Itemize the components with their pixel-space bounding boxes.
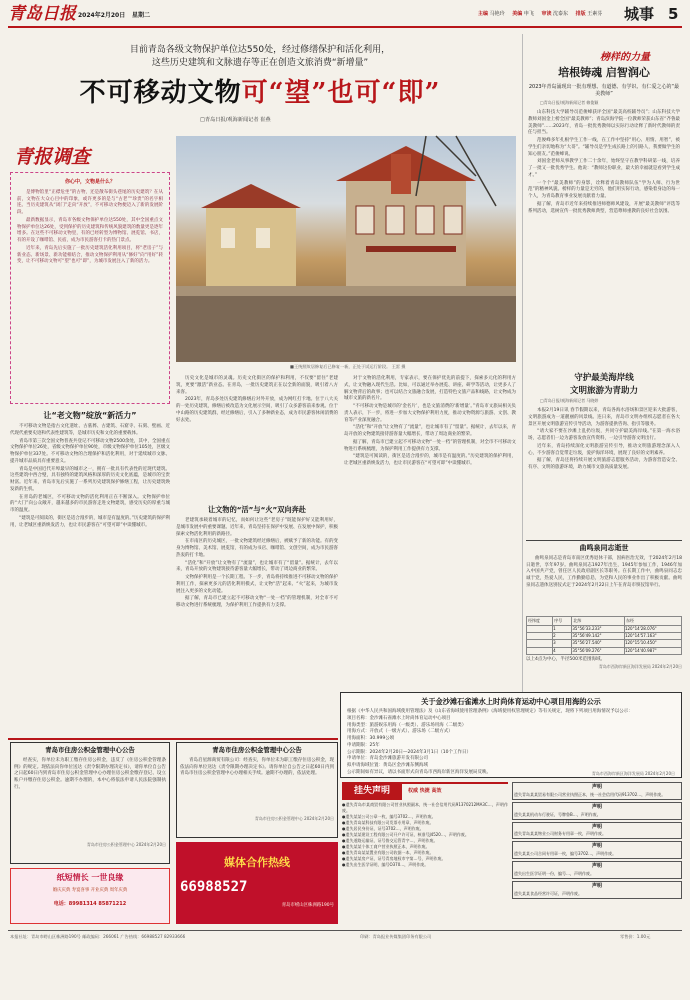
page-number: 5 [668,5,679,23]
right-notice-title: 声明 [591,882,602,889]
table-cell: 120°14'28.076" [624,626,681,633]
sidebar-mid-byline: □青岛日报/观海新闻记者 马晓婷 [540,398,599,403]
para: 据了解，青岛还将持续开展文明旅游志愿服务活动，为游客营造安全、有序、文明的旅游环境，助力城市文旅高质量发展。 [528,458,680,470]
column3-body [344,376,516,680]
right-notice-title: 声明 [591,803,602,810]
table-header-cell: 序号 [553,616,572,625]
para: 据了解，青岛市已建立起不可移动文物“一处一档”的管理机制，对全市不可移动文物进行系统梳理，为保护利用工作提供有力支撑。 [176,596,338,608]
media-ad [176,842,338,924]
gjj-title: 青岛市住房公积金管理中心公告 [45,746,135,754]
notice-line: 公示期间如有异议，请以书面形式向青岛市西海岸新区海洋发展局反映。 [347,769,491,775]
ad-tel: 电话：89981314 85871212 [53,901,127,908]
lost-notices-head [342,784,402,800]
right-notice-body: 遗失某某公司合同专用章一枚，编号3702…，声明作废。 [514,851,617,856]
section2-heading: 让文物的“活”与“火”双向奔赴 [208,505,306,514]
right-notice-body: 遗失青岛某某物业公司财务专用章一枚，声明作废。 [514,831,606,837]
para: 近年来，青岛持续深化文明旅游宣传引导，推动文明旅游理念深入人心，不少游客自觉带走垃圾，爱护海洋环境，展现了良好的文明素养。 [528,443,680,456]
ad-subtitle: 婚庆庆典 寿宴喜事 开业庆典 周年庆典 [52,888,128,894]
title-line: 文明旅游为青助力 [569,386,638,397]
section-name: 城事 [624,5,655,23]
table-row [527,633,682,640]
gjj-notice-1 [10,742,170,864]
credit-label: 审读 [541,11,552,17]
notice-line: 用海面积：30.999公顷 [347,736,395,742]
para: 经查实，你单位未为职工缴存住房公积金，违反了《住房公积金管理条例》的规定。现依法向你单位送达《责令限期办理决定书》，请你单位自公告之日起60日内到青岛市住房公积金管理中心办理住房公积金缴存登记、设立账户并缴存住房公积金。逾期不办理的，本中心将依法申请人民法院强制执行。 [14,757,166,790]
sidebar-mid-body [528,408,680,532]
coordinates-table [526,616,682,655]
para: 在青岛的老城区，不可移动文物的活化利用正在不断深入。文物保护单位的“大门”向公众敞开，越来越多的市民游客走进文物建筑，感受历史的厚重与城市的温度。 [10,494,170,513]
list-item: ●遗失青岛某某置业有限公司收据一本，声明作废。 [342,849,434,855]
right-notice [512,822,682,840]
para: 据了解，青岛市近年来持续推进师德师风建设，开展“最美教师”评选等系列活动，选树宣传一批优秀教师典型，营造尊师重教的良好社会氛围。 [528,201,680,214]
table-header-cell: 北纬 [572,616,625,625]
para: “建筑是可阅读的，街区是适合漫步的，城市是有温度的。”历史建筑的保护利用，让老城区重新焕发活力，也让市民游客在“可望可即”中读懂城市。 [344,454,516,466]
para: 青岛市第三次全国文物普查共登记不可移动文物2500余处，其中，全国重点文物保护单位26处，省级文物保护单位90处，市级文物保护单位105处，区级文物保护单位337处。不可移动文物的合理保护和活化利用，对于延续城市文脉、提升城市品质具有重要意义。 [10,438,170,464]
table-cell: 35°56'33.233" [572,626,625,633]
lead-byline: □青岛日报/观海新闻记者 崔燕 [200,117,271,123]
ads-rule [8,738,338,740]
gjj-title: 青岛市住房公积金管理中心公告 [212,746,302,754]
sidebar-mid-title [528,372,680,398]
credit-label: 排版 [575,11,586,17]
list-item: ●遗失青岛市某商贸有限公司营业执照副本，统一社会信用代码91370212MA3C…，声明作废。 [342,801,508,813]
para: 一个个“最美教师”的身影，诠释着青岛教师队伍“学为人师、行为世范”的精神风貌。榜样的力量是无穷的，他们用实际行动，感染着身边的每一个人，为青岛教育事业发展贡献着力量。 [528,180,680,199]
masthead [8,4,682,28]
credit-label: 主编 [478,11,489,17]
para: “不可移动文物是城市的‘金名片’，也是文旅消费的‘新增量’。”青岛市文旅局相关负责人表示，下一步，将进一步加大文物保护利用力度，推动文物资源与旅游、文创、教育等产业深度融合。 [344,404,516,423]
ad-title: 媒体合作热线 [224,856,290,869]
table-header-cell: 东经 [624,616,681,625]
table-row [527,626,682,633]
para: 2023年，青岛多处历史建筑修缮后对外开放，成为网红打卡地。位于八大关的一处历史建筑，修缮后被改造为文化展示空间，吸引了众多游客前来参观。位于中山路的历史建筑群，经过修缮后，引入了多种新业态，成为市民游客休闲消费的好去处。 [176,397,338,423]
obituary-sign: 青岛市西海岸新区海洋发展局 2024年2月20日 [598,663,682,669]
issue-date: 2024年2月20日 [78,12,126,19]
para: 文物保护利用是一个长期工程。下一步，青岛将持续推进不可移动文物的保护利用工作，探索更多元的活化利用模式，让文物“活”起来、“火”起来，为城市发展注入更多的文化动能。 [176,575,338,594]
main-photo [176,136,516,362]
sidebar-divider [522,34,523,734]
footer-right: 零售价：1.00元 [620,934,651,939]
credit-value: 王素芬 [587,11,603,17]
list-item: ●遗失居民身份证，证号3702…，声明作废。 [342,825,424,831]
sea-use-notice [340,692,682,778]
notice-line: 申请单位：青岛金沙滩旅游开发有限公司 [347,756,428,762]
list-item: ●遗失某某房产证，证号青房地权市字第…号，声明作废。 [342,855,446,861]
table-cell: 35°56'49.142" [572,633,625,640]
table-cell: 3 [553,640,572,647]
para: 是博物馆里“正襟危坐”的古物，还是散布街头巷尾的历史建筑？在从前，文物在大众心目中的印象，或许更多的是与“古老”“珍贵”的名字相连。当历史建筑从“闭门”走向“开放”，不可移动文物便迈入了新的发展阶段。 [17,189,163,215]
kicker-line: 这些历史建筑和文脉遗存等正在创造文旅消费“新增量” [151,58,369,68]
issue-weekday: 星期二 [132,12,151,19]
list-item: ●遗失某某建设工程有限公司开户许可证，核准号J4520…，声明作废。 [342,831,469,837]
notice-line: 用海类型：旅游娱乐用海（一级类）、游乐场用海（二级类） [347,722,467,728]
sidebar-top-body [528,110,680,366]
notice-line: 根据《中华人民共和国海域使用管理法》及《山东省海域使用管理条例》《海域使用权管理规定》等有关规定，现将下列项目用海情况予以公示： [347,709,633,715]
intro-box [10,172,170,404]
para: 近年来，青岛先后实施了一批历史建筑活化利用项目，将“老房子”与新业态、新场景、新功能相结合，推动文物保护利用从“修好”向“用好”转变，让不可移动文物可“望”也可“即”，为城市发展注入了新的活力。 [17,245,163,265]
section1-heading: 让“老文物”绽放“新活力” [43,411,137,420]
right-notice-title: 声明 [591,863,602,869]
sidebar-top-label: 榜样的力量 [600,52,650,63]
right-notices [512,782,682,924]
notice-line: 项目名称：金沙滩石雀滩水上时尚体育运动中心项目 [347,715,451,721]
notice-line: 拟申请海域位置：黄岛区金沙滩东侧海域 [347,763,428,769]
right-notice-title: 声明 [591,784,602,790]
lost-notices-list [342,802,508,926]
para: “活化”和“开放”让文物有了“流量”，也让城市有了“留量”。据统计，去年以来，青岛开放的文物建筑接待游客量大幅增长，带动了周边商业的繁荣。 [344,425,516,437]
para: 不可移动文物是指古文化遗址、古墓葬、古建筑、石窟寺、石刻、壁画、近代现代重要史迹和代表性建筑等，是城市历史和文化的重要载体。 [10,424,170,436]
photo-caption: ■王统照故居修复后已修复一新，正处于试运行阶段。 王雷 摄 [290,364,406,369]
gjj-sign: 青岛市住房公积金管理中心 2024年2月20日 [86,841,166,847]
obituary-box [526,540,682,694]
title-line: 守护最美海岸线 [574,373,634,383]
footer-mid: 印刷：青岛报业传媒集团印务有限公司 [360,934,432,939]
photo-building-svg [176,136,516,362]
notice-line: 申请期限：25年 [347,742,380,748]
para: 范俊峰多年扎根学生工作一线，在工作中坚持“用心、用情、用智”，被学生们亲切地称为“大哥”。“辅导员是学生成长路上的引路人，我要做学生的知心朋友。”范俊峰说。 [528,138,680,157]
gjj-sign: 青岛市住房公积金管理中心 2024年2月20日 [254,815,334,821]
right-notice [512,802,682,820]
title-part-accent: 可“望”也可“即” [241,78,441,108]
para: 最新数据显示，青岛市各级文物保护单位达550处，其中全国重点文物保护单位达26处，受到保护的历史建筑和传统风貌建筑的数量更是逐年增多。在这些不可移动文物里，有的已经转型为博物馆、展览馆、书店，有的开设了咖啡馆、民宿，成为市民游客打卡的热门景点。 [17,217,163,243]
para: 对于文物的活化利用，专家表示，要在保护优先的前提下，探索多元化的利用方式，让文物融入现代生活。比如，可以通过举办展览、讲座、研学等活动，让更多人了解文物背后的故事；也可以结合文旅融合发展，打造特色文旅产品和线路，让文物成为城市文旅的新名片。 [344,376,516,402]
para: “请大家不要在沙滩上乱扔垃圾，共同守护最美海岸线。”在第一海水浴场，志愿者们一边为游客发放宣传资料，一边引导游客文明出行。 [528,429,680,441]
ad-address: 青岛市崂山区株洲路190号 [281,902,334,908]
intro-body [17,190,163,400]
right-notice [512,782,682,800]
table-row [527,640,682,647]
footer-left: 本报社址：青岛市崂山区株洲路190号 邮政编码：266061 广告热线：66988527 82933666 [10,934,186,939]
table-cell: 35°56'27.540" [572,640,625,647]
column2-body [176,376,338,500]
column-logo: 青报调查 [14,146,91,168]
right-notice-title: 声明 [591,823,602,830]
sidebar-top-intro: 2023年青岛涌现出一批有理想、有道德、有学识、有仁爱之心的“最美教师” [528,84,680,98]
credit-label: 美编 [512,11,523,17]
lead-kicker [60,44,460,70]
notice-line: 公示期限：2024年2月20日—2024年3月1日（10个工作日） [347,749,471,755]
gjj-notice-2 [176,742,338,838]
table-cell: 120°14'40.987" [624,647,681,654]
para: 据了解，青岛市已建立起不可移动文物“一处一档”的管理机制，对全市不可移动文物进行系统梳理，为保护利用工作提供有力支撑。 [344,439,516,452]
right-notice-body: 遗失某某食品经营许可证，声明作废。 [514,890,582,896]
ad-title: 纸短情长 一世良缘 [56,873,124,882]
section2-body [176,518,338,736]
credits [478,11,602,19]
para: 老建筑承载着城市的记忆，而如何让这些“老房子”既能保护好又能利用好，是城市发展中的重要课题。近年来，青岛坚持在保护中发展、在发展中保护，积极探索文物活化利用的新路径。 [176,518,338,537]
credit-value: 沈泰东 [553,11,569,17]
obituary-body [526,556,682,612]
lost-notices-title: 挂失声明 [353,786,390,796]
table-note: 以上4点为中心，半径500米范围海域。 [526,656,605,662]
list-item: ●遗失某某个体工商户营业执照正本，声明作废。 [342,843,430,849]
list-item: ●遗失出生医学证明，编号O370…，声明作废。 [342,861,429,867]
credit-value: 马艳玲 [489,11,505,17]
right-notice [512,861,682,879]
para: 在市南区的历史城区，一批文物建筑经过修缮后，被赋予了新的功能。有的变身为博物馆、美术馆、展览馆，有的成为书店、咖啡馆、文创空间，成为市民游客热衷的打卡地。 [176,539,338,558]
list-item: ●遗失道路运输证，证号鲁交运管青字…，声明作废。 [342,837,438,843]
para: 曲鸣泉同志是青岛市南区优秀退休干部，因病医治无效，于2024年2月18日逝世，享年97岁。曲鸣泉同志1927年出生，1945年参加工作，1946年加入中国共产党，曾任区人民政府副区长等职务。在长期工作中，曲鸣泉同志忠诚于党，热爱人民，工作勤勤恳恳，为党和人民的事业作出了积极贡献。曲鸣泉同志遗体送别仪式定于2024年2月22日上午在青岛市殡仪馆举行。 [526,555,682,588]
right-notice-title: 声明 [591,843,602,850]
table-cell: 35°56'09.276" [572,647,625,654]
header-rule [8,26,682,28]
section1-body [10,424,170,736]
notice-title: 关于金沙滩石雀滩水上时尚体育运动中心项目用海的公示 [421,697,601,706]
right-notice [512,881,682,899]
table-cell: 4 [553,647,572,654]
right-notice-body: 遗失青岛某某贸易有限公司营业执照正本，统一社会信用代码913702…，声明作废。 [514,791,666,797]
right-notice [512,841,682,859]
obituary-title: 曲鸣泉同志逝世 [579,544,629,552]
table-cell: 1 [553,626,572,633]
ad-phone: 66988527 [180,879,248,896]
right-notice-body: 遗失某某机动车行驶证，号牌鲁B…，声明作废。 [514,811,601,817]
kicker-line: 目前青岛各级文物保护单位达550处，经过修缮保护和活化利用， [129,45,391,55]
title-part: 不可移动文物 [79,78,242,108]
credit-value: 申飞 [523,11,534,17]
list-item: ●遗失青岛某科技有限公司发票专用章，声明作废。 [342,819,434,825]
right-notice-body: 遗失出生医学证明一份，编号…，声明作废。 [514,870,594,876]
table-cell: 120°14'57.163" [624,633,681,640]
table-row [527,647,682,654]
intro-question: 你心中，文物是什么？ [64,179,115,185]
para: 青岛是中国近代开埠最早的城市之一，拥有一批具有代表性的近现代建筑。这些建筑中西合璧，具有独特的建筑风格和深厚的历史文化底蕴，是城市的宝贵财富。近年来，青岛市先后实施了一系列历史建筑保护修缮工程，让历史建筑焕发新的生机。 [10,466,170,492]
para: 历史文化是城市的灵魂。历史文化街区的保护和利用，不仅要“留住”老建筑，更要“激活”新业态。在青岛，一批历史建筑正在以全新的面貌，吸引着八方来客。 [176,376,338,395]
lost-notices-section [342,782,508,924]
para: 刘国金老师从事教学工作二十余年，始终坚守在教学科研第一线，培养了一批又一批优秀学生。他说：“教师这份职业，最大的幸福就是看到学生成才。” [528,159,680,178]
notice-line: 用海方式：开放式（一级方式）、游乐场（二级方式） [347,729,453,735]
gjj-body [180,758,334,816]
table-cell: 2 [553,633,572,640]
wedding-ad [10,868,170,924]
lead-title [30,76,490,110]
table-cell: 120°15'10.450" [624,640,681,647]
sidebar-top-byline: □青岛日报/观海新闻记者 赖俊颖 [540,100,599,105]
sidebar-top-title: 培根铸魂 启智润心 [558,66,650,79]
paper-logo: 青岛日报 [8,4,76,24]
para: 青岛启星源商贸有限公司：经查实，你单位未为职工缴存住房公积金，现依法向你单位送达《责令限期办理决定书》。请你单位自公告之日起60日内到青岛市住房公积金管理中心办理相关手续。逾期不办理的，依法处理。 [180,757,334,777]
para: 山东科技大学辅导员范俊峰获评全国“最美高校辅导员”；山东科技大学教师刘国金上榜全国“最美教师”；青岛滨海学院一位教师荣获山东省“齐鲁最美教师”……2023年，青岛一批优秀教师以实际行动诠释了新时代教师的责任与担当。 [528,110,680,136]
para: 本报2月19日讯 春节假期以来，青岛各海水浴场和景区迎来大批游客，文明旅游成为一道靓丽的风景线。连日来，青岛市文明办组织志愿者在各大景区开展文明旅游宣传引导活动，为游客提供咨询、指引等服务。 [528,408,680,427]
para: “活化”和“开放”让文物有了“流量”，也让城市有了“留量”。据统计，去年以来，青岛开放的文物建筑接待游客量大幅增长，带动了周边商业的繁荣。 [176,560,338,573]
gjj-body [14,758,166,842]
list-item: ●遗失某某公司公章一枚，编号3702…，声明作废。 [342,813,436,819]
table-header-cell: 经纬度 [527,616,553,625]
footer-rule [8,930,682,931]
notice-sign: 青岛市西海岸新区海洋发展局 2024年2月20日 [591,771,675,777]
para: “建筑是可阅读的，街区是适合漫步的，城市是有温度的。”历史建筑的保护利用，让老城区重新焕发活力，也让市民游客在“可望可即”中读懂城市。 [10,515,170,528]
lost-notices-sub: 权威 快捷 高效 [408,788,442,794]
